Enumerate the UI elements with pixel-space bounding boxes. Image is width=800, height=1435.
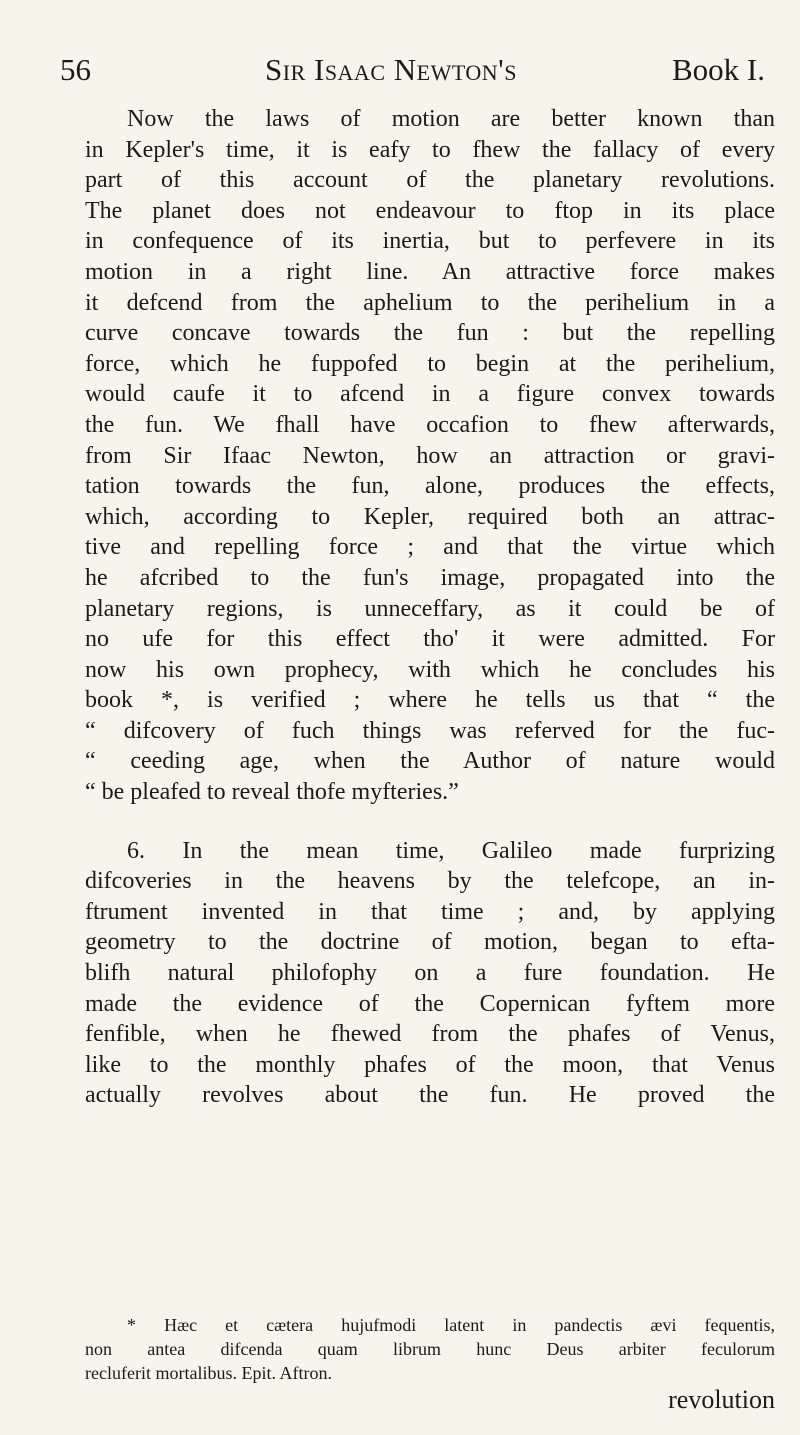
text-line: blifh natural philofophy on a fure foundation. He: [85, 960, 775, 987]
text-line: which, according to Kepler, required both an attrac-: [85, 503, 775, 530]
text-line: geometry to the doctrine of motion, began to efta-: [85, 929, 775, 956]
text-line: “ difcovery of fuch things was referved for the fuc-: [85, 717, 775, 744]
text-line: tive and repelling force ; and that the virtue which: [85, 534, 775, 561]
text-line: now his own prophecy, with which he concludes his: [85, 656, 775, 683]
footnote-line: recluferit mortalibus. Epit. Aftron.: [85, 1363, 332, 1383]
text-line: the fun. We fhall have occafion to fhew afterwards,: [85, 411, 775, 438]
catchword: revolution: [668, 1385, 775, 1414]
text-line: from Sir Ifaac Newton, how an attraction or gravi-: [85, 442, 775, 469]
text-line: fenfible, when he fhewed from the phafes of Venus,: [85, 1021, 775, 1048]
running-title: Sir Isaac Newton's: [265, 52, 517, 87]
text-line: Now the laws of motion are better known than: [127, 106, 775, 132]
text-line: motion in a right line. An attractive force makes: [85, 258, 775, 285]
running-head: [60, 50, 765, 90]
text-line: no ufe for this effect tho' it were admitted. For: [85, 626, 775, 653]
text-line: curve concave towards the fun : but the repelling: [85, 320, 775, 347]
book-label: Book I.: [672, 52, 765, 87]
text-line: would caufe it to afcend in a figure convex towards: [85, 381, 775, 408]
text-line: 6. In the mean time, Galileo made furprizing: [127, 837, 775, 864]
page-number: 56: [60, 52, 91, 87]
text-line: part of this account of the planetary revolutions.: [85, 167, 775, 194]
paragraph-1: [85, 104, 775, 808]
text-line: it defcend from the aphelium to the perihelium in a: [85, 289, 775, 316]
text-line: in Kepler's time, it is eafy to fhew the fallacy of every: [85, 136, 775, 163]
footnote-line: non antea difcenda quam librum hunc Deus arbiter feculorum: [85, 1339, 775, 1359]
text-line: tation towards the fun, alone, produces the effects,: [85, 473, 775, 500]
footnote: [85, 1313, 775, 1385]
text-line: ftrument invented in that time ; and, by applying: [85, 898, 775, 925]
text-line: difcoveries in the heavens by the telefcope, an in-: [85, 868, 775, 895]
text-line: force, which he fuppofed to begin at the perihelium,: [85, 350, 775, 377]
text-line: in confequence of its inertia, but to perfevere in its: [85, 228, 775, 255]
footnote-line: * Hæc et cætera hujufmodi latent in pandectis ævi fequentis,: [127, 1315, 775, 1335]
text-line: “ be pleafed to reveal thofe myfteries.”: [85, 779, 459, 806]
text-line: he afcribed to the fun's image, propagated into the: [85, 564, 775, 591]
paragraph-2: [85, 836, 775, 1111]
text-line: “ ceeding age, when the Author of nature would: [85, 748, 775, 775]
text-line: planetary regions, is unneceffary, as it could be of: [85, 595, 775, 622]
text-line: made the evidence of the Copernican fyftem more: [85, 990, 775, 1017]
paragraph-gap: [85, 808, 775, 836]
text-line: book *, is verified ; where he tells us that “ the: [85, 687, 775, 714]
main-text: [85, 104, 775, 1111]
text-line: actually revolves about the fun. He proved the: [85, 1082, 775, 1109]
text-line: The planet does not endeavour to ftop in its place: [85, 197, 775, 224]
text-line: like to the monthly phafes of the moon, that Venus: [85, 1051, 775, 1078]
